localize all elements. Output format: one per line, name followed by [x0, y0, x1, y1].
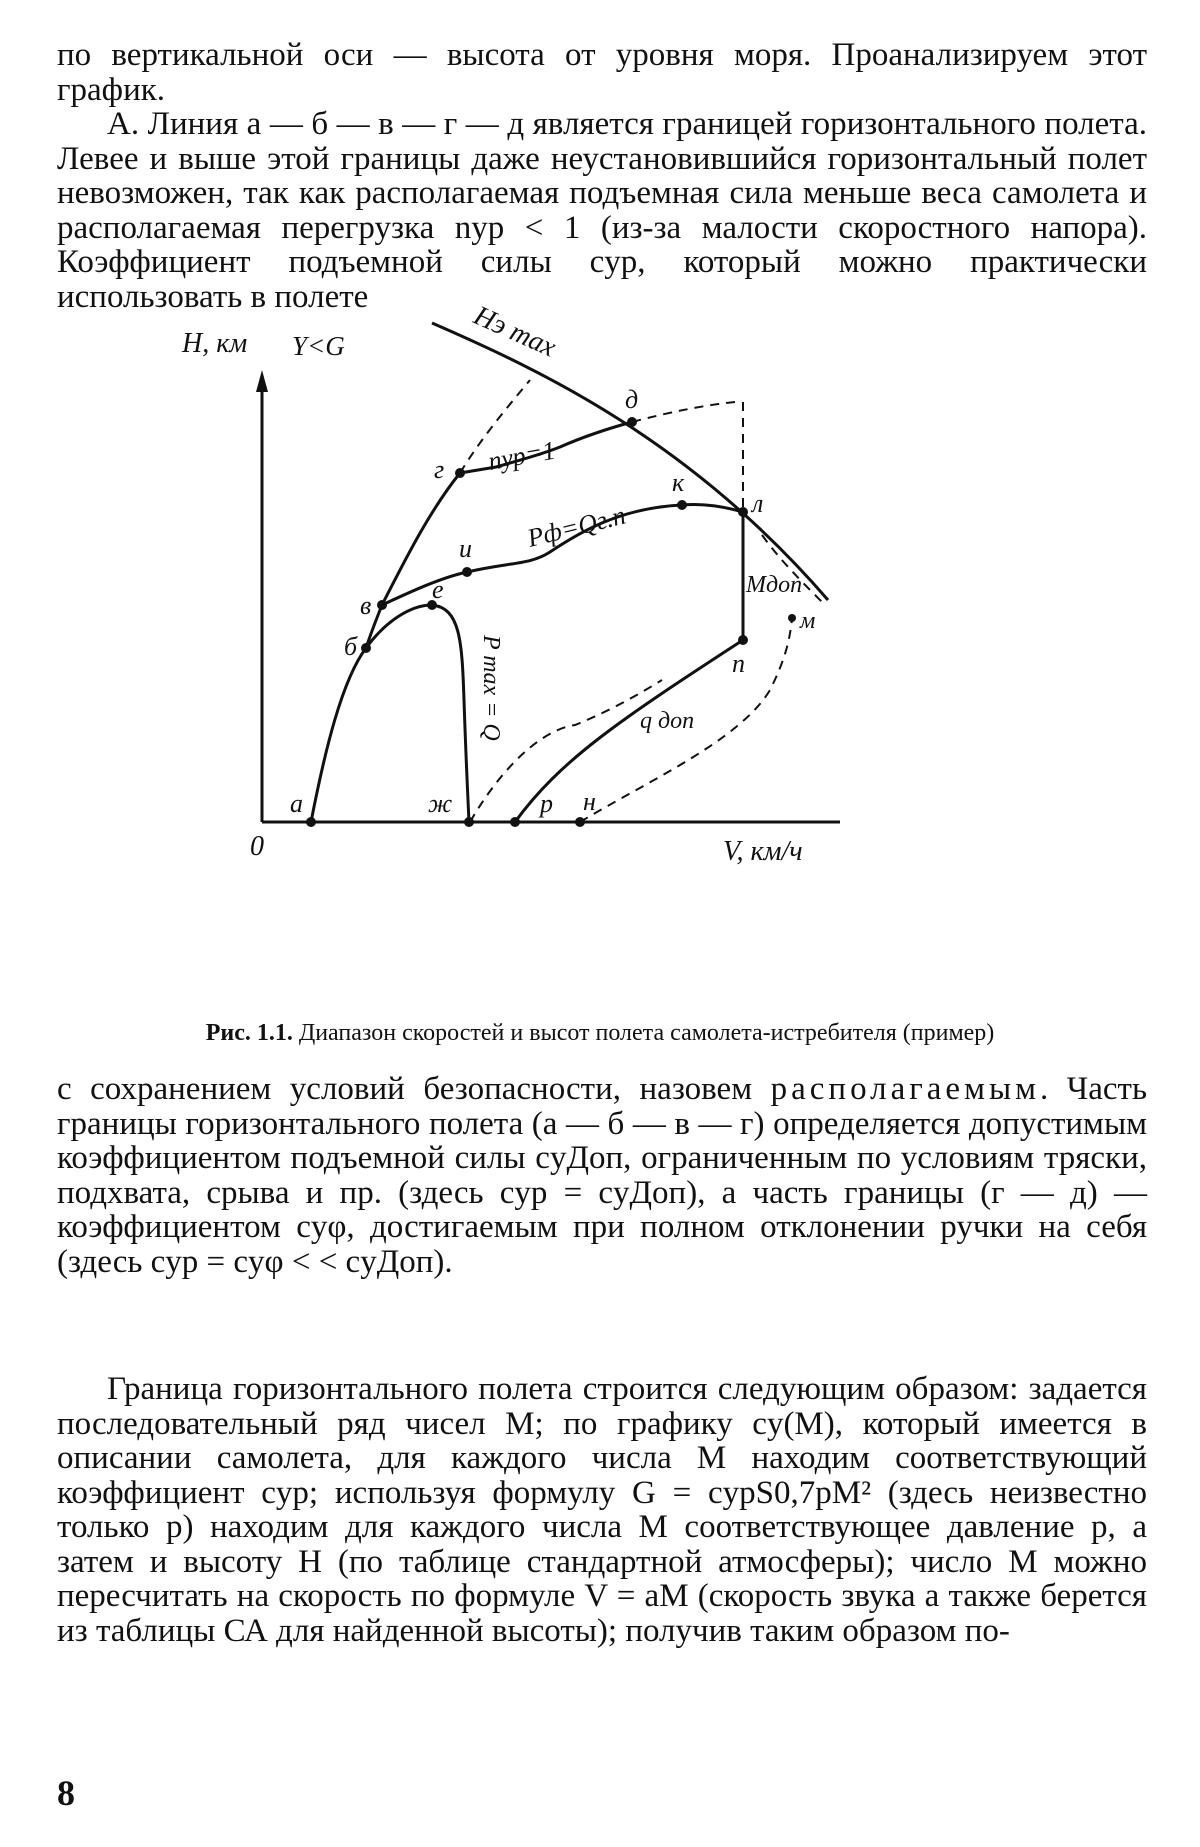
point-m-label: м [800, 608, 816, 634]
point-zh [464, 817, 474, 827]
y-axis-arrow [256, 370, 268, 392]
x-axis-label: V, км/ч [723, 836, 803, 867]
thrust-label: Pф=Qг.п [524, 500, 629, 553]
point-k [677, 500, 687, 510]
point-l-label: л [752, 489, 764, 518]
caption-label: Рис. 1.1. [205, 1020, 293, 1046]
point-r [510, 817, 520, 827]
point-r-label: р [540, 789, 553, 818]
point-v [377, 600, 387, 610]
region-label: Y<G [292, 331, 345, 361]
point-d-label: д [625, 385, 639, 414]
paragraph-b-start: с сохранением условий безопасности, назовем [57, 1071, 771, 1107]
m-dop-label: Мдоп [746, 572, 803, 598]
paragraph-intro-text: по вертикальной оси — высота от уровня моря. Проанализируем этот график. [57, 37, 1147, 108]
paragraph-b-rest: . Часть границы горизонтального полета (а — б — в — г) определяется допустимым коэффициентом подъемной силы cуДоп, ограниченным по условиям тряски, подхвата, срыва и пр. (здесь cур = cуДоп), а часть границы (г — д) — коэффициентом cуφ, достигаемым при полном отклонении ручки на себя (здесь cур = cуφ < < cуДоп). [57, 1071, 1147, 1280]
point-i [462, 567, 472, 577]
point-zh-label: ж [428, 789, 453, 818]
point-b-label: б [344, 632, 358, 661]
paragraph-b-text [57, 1072, 1147, 1279]
n-one-label: nур=1 [486, 435, 558, 476]
point-m [788, 614, 796, 622]
curve-dashed-d [632, 402, 735, 422]
point-l [738, 507, 748, 517]
curve-p-max [366, 605, 469, 822]
point-a-label: а [290, 789, 303, 818]
h-max-label: Hэ max [469, 300, 561, 364]
figure-caption [180, 1020, 1020, 1047]
paragraph-a [57, 107, 1147, 314]
p-max-label: P max = Q [478, 635, 504, 741]
paragraph-b [57, 1072, 1147, 1279]
point-k-label: к [672, 468, 685, 497]
paragraph-b-spaced: располагаемым [770, 1071, 1041, 1107]
curve-boundary-a-g [311, 473, 460, 822]
point-g [455, 468, 465, 478]
q-dop-label: q доп [640, 708, 695, 734]
point-v-label: в [360, 591, 372, 620]
point-a [306, 817, 316, 827]
point-n [575, 817, 585, 827]
point-p-label: п [732, 649, 745, 678]
paragraph-intro [57, 38, 1147, 107]
page-number: 8 [57, 1773, 75, 1813]
point-d [627, 417, 637, 427]
point-e-label: е [432, 575, 444, 604]
paragraph-c-text: Граница горизонтального полета строится следующим образом: задается последовательный ряд чисел М; по графику cу(М), который имеется в описании самолета, для каждого числа М находим соответствующий коэффициент cур; используя формулу G = cурS0,7рМ² (здесь неизвестно только р) находим для каждого числа М соответствующее давление р, а затем и высоту Н (по таблице стандартной атмосферы); число М можно пересчитать на скорость по формуле V = aM (скорость звука а также берется из таблицы СА для найденной высоты); получив таким образом по- [57, 1371, 1147, 1649]
point-b [361, 643, 371, 653]
caption-text: Диапазон скоростей и высот полета самолета-истребителя (пример) [292, 1020, 995, 1046]
flight-envelope-chart [182, 300, 1010, 1010]
origin-label: 0 [250, 831, 264, 862]
y-axis-label: H, км [182, 328, 248, 359]
point-g-label: г [434, 455, 445, 484]
paragraph-c [57, 1372, 1147, 1648]
point-i-label: и [459, 534, 472, 563]
point-p [738, 635, 748, 645]
point-n-label: н [583, 787, 596, 816]
paragraph-a-text: А. Линия а — б — в — г — д является границей горизонтального полета. Левее и выше этой границы даже неустановившийся горизонтальный полет невозможен, так как располагаемая подъемная сила меньше веса самолета и располагаемая перегрузка nур < 1 (из-за малости скоростного напора). Коэффициент подъемной силы cур, который можно практически использовать в полете [57, 106, 1147, 315]
